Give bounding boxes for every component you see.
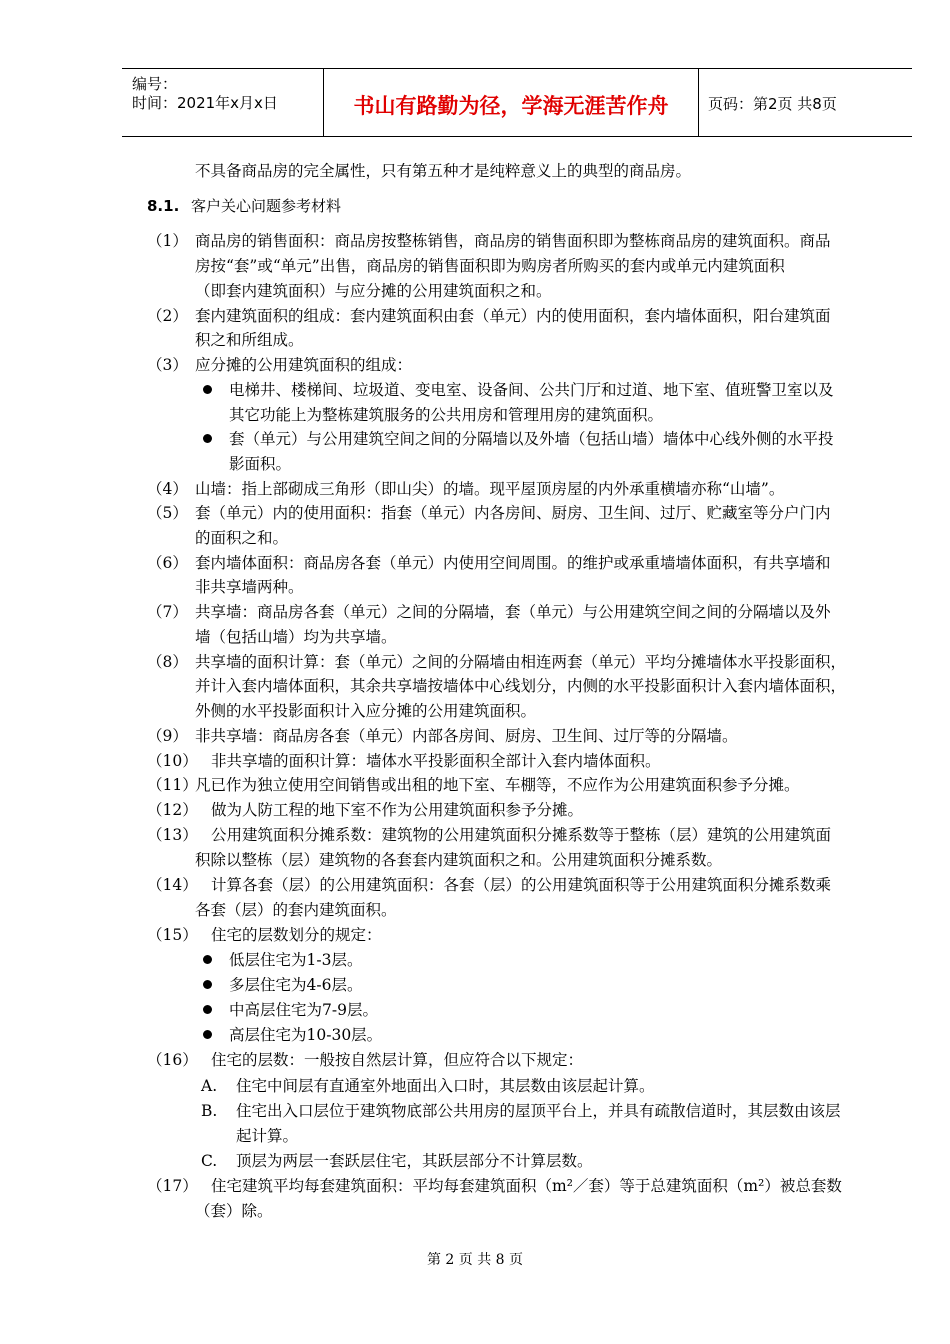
bullet-text: 低层住宅为1-3层。 <box>229 951 363 969</box>
sublist-label: A. <box>201 1077 218 1095</box>
header-motto: 书山有路勤为径，学海无涯苦作舟 <box>353 94 669 118</box>
list-item-text: 积之和所组成。 <box>195 331 304 349</box>
list-item-text: 计算各套（层）的公用建筑面积：各套（层）的公用建筑面积等于公用建筑面积分摊系数乘 <box>211 876 832 894</box>
list-item-text: 并计入套内墙体面积，其余共享墙按墙体中心线划分，内侧的水平投影面积计入套内墙体面积， <box>195 677 847 695</box>
bullet-text: 影面积。 <box>229 455 292 473</box>
header-motto-cell <box>323 69 699 136</box>
sublist-text: 住宅出入口层位于建筑物底部公共用房的屋顶平台上，并具有疏散信道时，其层数由该层 <box>236 1102 841 1120</box>
bullet-icon <box>203 980 212 989</box>
list-item-text: 各套（层）的套内建筑面积。 <box>195 901 397 919</box>
list-item-text: （套）除。 <box>195 1202 273 1220</box>
list-item-text: 凡已作为独立使用空间销售或出租的地下室、车棚等，不应作为公用建筑面积参予分摊。 <box>195 776 800 794</box>
header-page-label: 页码：第2页 共8页 <box>708 95 837 113</box>
list-item-text: 住宅的层数划分的规定： <box>211 926 382 944</box>
document-time-label: 时间：2021年x月x日 <box>132 94 278 112</box>
list-item-text: 套内建筑面积的组成：套内建筑面积由套（单元）内的使用面积，套内墙体面积，阳台建筑面 <box>195 307 831 325</box>
document-number-label: 编号： <box>132 75 178 93</box>
list-item-text: 应分摊的公用建筑面积的组成： <box>195 356 413 374</box>
list-item-text: 非共享墙的面积计算：墙体水平投影面积全部计入套内墙体面积。 <box>211 752 661 770</box>
list-item-number: （4） <box>147 480 188 498</box>
intro-line: 不具备商品房的完全属性，只有第五种才是纯粹意义上的典型的商品房。 <box>195 162 692 180</box>
list-item-number: （13） <box>147 826 198 844</box>
list-item-text: 住宅建筑平均每套建筑面积：平均每套建筑面积（m²／套）等于总建筑面积（m²）被总套数 <box>211 1177 842 1195</box>
bullet-text: 高层住宅为10-30层。 <box>229 1026 383 1044</box>
list-item-number: （1） <box>147 232 188 250</box>
list-item-text: 套内墙体面积：商品房各套（单元）内使用空间周围。的维护或承重墙墙体面积，有共享墙和 <box>195 554 831 572</box>
list-item-number: （2） <box>147 307 188 325</box>
list-item-text: 共享墙的面积计算：套（单元）之间的分隔墙由相连两套（单元）平均分摊墙体水平投影面积， <box>195 653 847 671</box>
bullet-icon <box>203 1005 212 1014</box>
bullet-text: 多层住宅为4-6层。 <box>229 976 363 994</box>
list-item-text: 外侧的水平投影面积计入应分摊的公用建筑面积。 <box>195 702 537 720</box>
page-header <box>122 68 912 137</box>
list-item-number: （8） <box>147 653 188 671</box>
bullet-text: 电梯井、楼梯间、垃圾道、变电室、设备间、公共门厅和过道、地下室、值班警卫室以及 <box>229 381 834 399</box>
list-item-text: 山墙：指上部砌成三角形（即山尖）的墙。现平屋顶房屋的内外承重横墙亦称“山墙”。 <box>195 480 785 498</box>
sublist-label: B. <box>201 1102 218 1120</box>
list-item-text: 积除以整栋（层）建筑物的各套套内建筑面积之和。公用建筑面积分摊系数。 <box>195 851 723 869</box>
section-title: 客户关心问题参考材料 <box>191 197 342 215</box>
list-item-number: （17） <box>147 1177 198 1195</box>
bullet-text: 中高层住宅为7-9层。 <box>229 1001 378 1019</box>
bullet-icon <box>203 1030 212 1039</box>
list-item-text: 房按“套”或“单元”出售，商品房的销售面积即为购房者所购买的套内或单元内建筑面积 <box>195 257 785 275</box>
sublist-text: 住宅中间层有直通室外地面出入口时，其层数由该层起计算。 <box>236 1077 655 1095</box>
list-item-text: 墙（包括山墙）均为共享墙。 <box>195 628 397 646</box>
list-item-number: （10） <box>147 752 198 770</box>
list-item-number: （6） <box>147 554 188 572</box>
sublist-text: 起计算。 <box>236 1127 299 1145</box>
list-item-number: （16） <box>147 1051 198 1069</box>
list-item-number: （11） <box>147 776 198 794</box>
list-item-text: 住宅的层数：一般按自然层计算，但应符合以下规定： <box>211 1051 584 1069</box>
header-info-cell <box>122 69 323 136</box>
list-item-number: （12） <box>147 801 198 819</box>
bullet-icon <box>203 434 212 443</box>
list-item-number: （9） <box>147 727 188 745</box>
list-item-text: 商品房的销售面积：商品房按整栋销售，商品房的销售面积即为整栋商品房的建筑面积。商品 <box>195 232 831 250</box>
list-item-number: （15） <box>147 926 198 944</box>
section-number: 8.1. <box>147 197 180 215</box>
list-item-text: 公用建筑面积分摊系数：建筑物的公用建筑面积分摊系数等于整栋（层）建筑的公用建筑面 <box>211 826 832 844</box>
list-item-text: 套（单元）内的使用面积：指套（单元）内各房间、厨房、卫生间、过厅、贮藏室等分户门内 <box>195 504 831 522</box>
header-page-cell <box>698 69 912 136</box>
bullet-text: 其它功能上为整栋建筑服务的公共用房和管理用房的建筑面积。 <box>229 406 664 424</box>
list-item-number: （3） <box>147 356 188 374</box>
list-item-number: （5） <box>147 504 188 522</box>
list-item-text: 的面积之和。 <box>195 529 289 547</box>
bullet-icon <box>203 955 212 964</box>
list-item-number: （14） <box>147 876 198 894</box>
list-item-text: 非共享墙两种。 <box>195 578 304 596</box>
list-item-text: 共享墙：商品房各套（单元）之间的分隔墙，套（单元）与公用建筑空间之间的分隔墙以及外 <box>195 603 831 621</box>
sublist-label: C. <box>201 1152 218 1170</box>
sublist-text: 顶层为两层一套跃层住宅，其跃层部分不计算层数。 <box>236 1152 593 1170</box>
list-item-number: （7） <box>147 603 188 621</box>
list-item-text: 非共享墙：商品房各套（单元）内部各房间、厨房、卫生间、过厅等的分隔墙。 <box>195 727 738 745</box>
bullet-text: 套（单元）与公用建筑空间之间的分隔墙以及外墙（包括山墙）墙体中心线外侧的水平投 <box>229 430 834 448</box>
list-item-text: （即套内建筑面积）与应分摊的公用建筑面积之和。 <box>195 282 552 300</box>
page-footer: 第 2 页 共 8 页 <box>426 1252 524 1268</box>
bullet-icon <box>203 385 212 394</box>
list-item-text: 做为人防工程的地下室不作为公用建筑面积参予分摊。 <box>211 801 584 819</box>
